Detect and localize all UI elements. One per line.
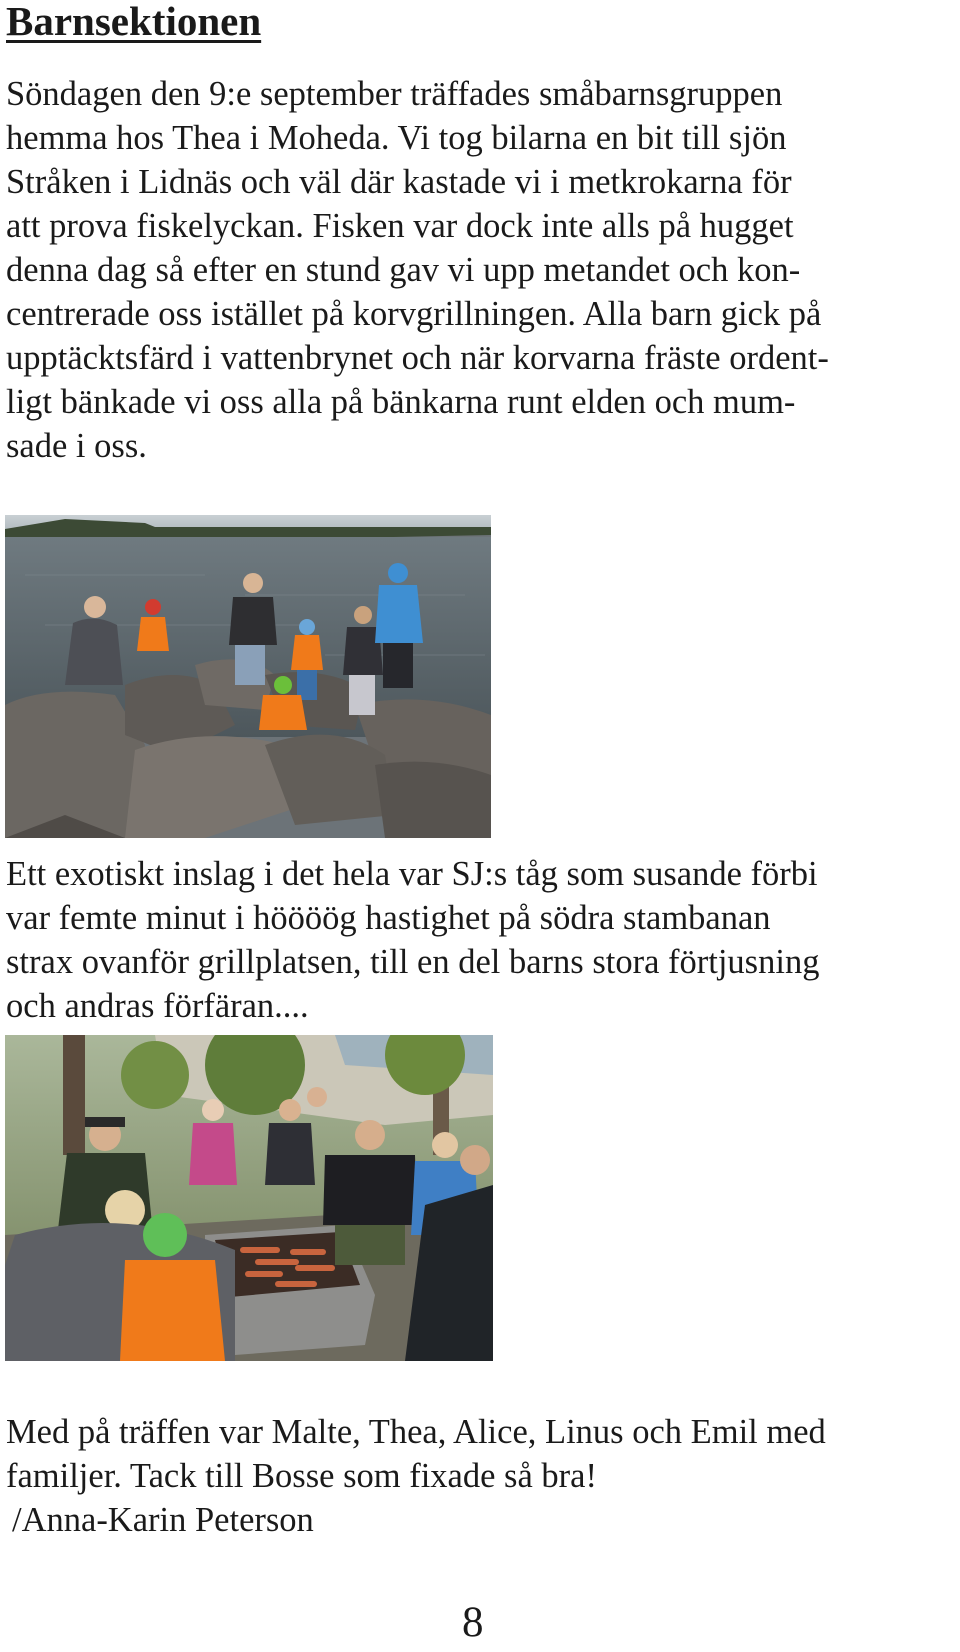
train-paragraph <box>6 852 819 1028</box>
section-heading: Barnsektionen <box>6 0 262 44</box>
lakeside-rocks-photo <box>5 515 491 838</box>
paragraph-line: sade i oss. <box>6 427 147 465</box>
paragraph-line: Ett exotiskt inslag i det hela var SJ:s tåg som susande förbi <box>6 855 818 893</box>
paragraph-line: ligt bänkade vi oss alla på bänkarna runt elden och mum- <box>6 383 796 421</box>
page-number: 8 <box>462 1599 484 1646</box>
paragraph-line: denna dag så efter en stund gav vi upp metandet och kon- <box>6 251 801 289</box>
paragraph-line: familjer. Tack till Bosse som fixade så bra! <box>6 1457 597 1495</box>
photo-children-on-lakeside-rocks-icon <box>5 515 491 838</box>
closing-paragraph <box>6 1410 826 1498</box>
paragraph-line: och andras förfäran.... <box>6 987 309 1025</box>
photo-families-grilling-sausages-icon <box>5 1035 493 1361</box>
paragraph-line: hemma hos Thea i Moheda. Vi tog bilarna en bit till sjön <box>6 119 787 157</box>
paragraph-line: var femte minut i höööög hastighet på södra stambanan <box>6 899 771 937</box>
paragraph-line: centrerade oss istället på korvgrillningen. Alla barn gick på <box>6 295 822 333</box>
paragraph-line: att prova fiskelyckan. Fisken var dock inte alls på hugget <box>6 207 794 245</box>
paragraph-line: upptäcktsfärd i vattenbrynet och när korvarna fräste ordent- <box>6 339 829 377</box>
grilling-photo <box>5 1035 493 1361</box>
paragraph-line: Stråken i Lidnäs och väl där kastade vi i metkrokarna för <box>6 163 792 201</box>
intro-paragraph <box>6 72 829 468</box>
paragraph-line: Med på träffen var Malte, Thea, Alice, Linus och Emil med <box>6 1413 826 1451</box>
paragraph-line: Söndagen den 9:e september träffades småbarnsgruppen <box>6 75 783 113</box>
signature: /Anna-Karin Peterson <box>12 1501 314 1539</box>
paragraph-line: strax ovanför grillplatsen, till en del barns stora förtjusning <box>6 943 820 981</box>
